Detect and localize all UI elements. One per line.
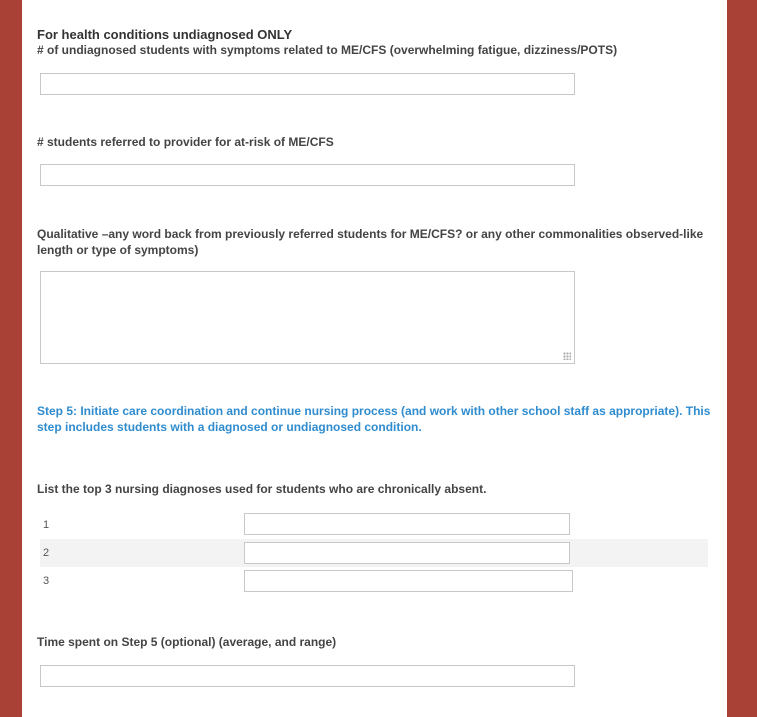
form-panel <box>22 0 727 717</box>
step5-instruction-2: step includes students with a diagnosed or undiagnosed condition. <box>37 420 422 434</box>
diagnosis-input-3[interactable] <box>244 570 573 592</box>
undiagnosed-count-input[interactable] <box>40 73 575 95</box>
diagnosis-row-number: 3 <box>43 575 50 587</box>
diagnosis-row-number: 1 <box>43 519 50 531</box>
time-spent-input[interactable] <box>40 665 575 687</box>
question-qualitative-label-1: Qualitative –any word back from previously referred students for ME/CFS? or any other commonalities observed-like <box>37 227 704 241</box>
diagnosis-input-1[interactable] <box>244 513 570 535</box>
diagnosis-row <box>40 511 708 539</box>
section-heading: For health conditions undiagnosed ONLY <box>37 27 293 42</box>
referred-count-input[interactable] <box>40 164 575 186</box>
diagnosis-row <box>40 539 708 567</box>
diagnosis-row <box>40 567 708 595</box>
question-undiagnosed-label: # of undiagnosed students with symptoms related to ME/CFS (overwhelming fatigue, dizziness/POTS) <box>37 43 618 57</box>
diagnosis-input-2[interactable] <box>244 542 570 564</box>
question-time-spent-label: Time spent on Step 5 (optional) (average, and range) <box>37 635 337 649</box>
question-qualitative-label-2: length or type of symptoms) <box>37 243 199 257</box>
resize-handle-icon[interactable] <box>563 352 571 360</box>
question-referred-label: # students referred to provider for at-risk of ME/CFS <box>37 135 334 149</box>
diagnosis-row-number: 2 <box>43 547 50 559</box>
question-nursing-diagnoses-label: List the top 3 nursing diagnoses used for students who are chronically absent. <box>37 482 487 496</box>
qualitative-textarea[interactable] <box>40 271 575 364</box>
step5-instruction-1: Step 5: Initiate care coordination and continue nursing process (and work with other school staff as appropriate). This <box>37 404 711 418</box>
